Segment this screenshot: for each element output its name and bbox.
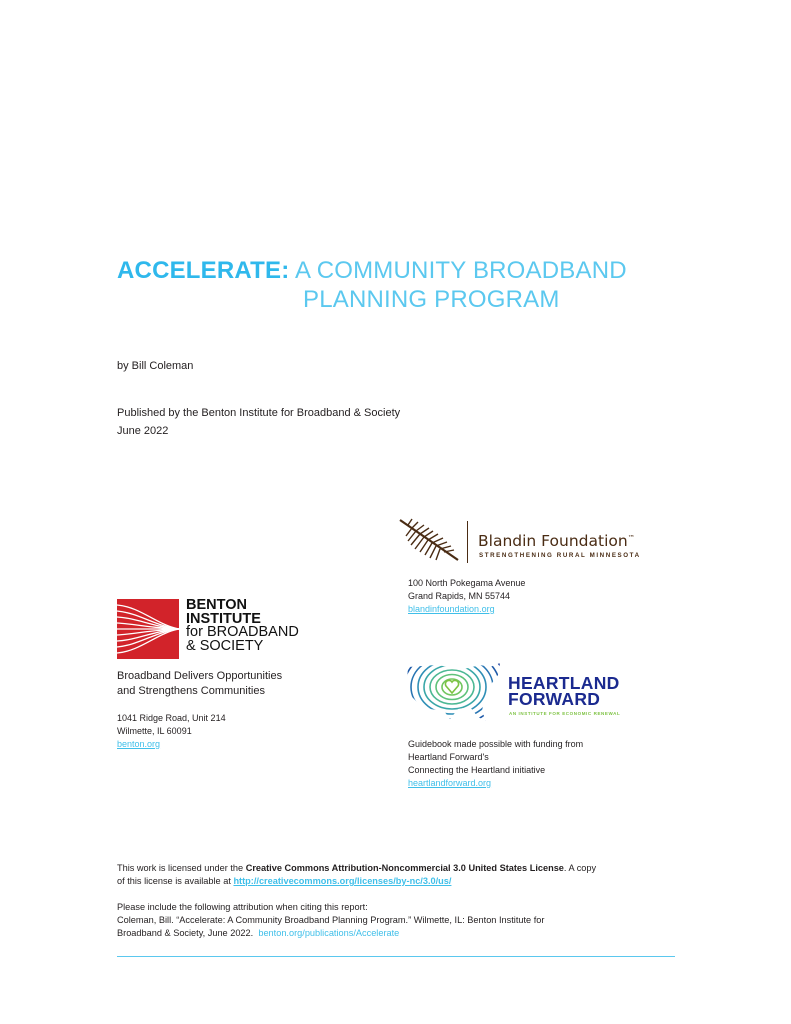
heartland-tagline: AN INSTITUTE FOR ECONOMIC RENEWAL bbox=[509, 711, 621, 716]
blandin-link[interactable]: blandinfoundation.org bbox=[408, 604, 495, 614]
publish-date: June 2022 bbox=[117, 425, 169, 437]
author: by Bill Coleman bbox=[117, 360, 194, 372]
benton-name bbox=[186, 599, 299, 653]
benton-name1: BENTON bbox=[186, 597, 247, 613]
heartland-name bbox=[508, 675, 620, 707]
benton-name4: & SOCIETY bbox=[186, 637, 264, 654]
heartland-link[interactable]: heartlandforward.org bbox=[408, 778, 492, 788]
heartland-text2: Heartland Forward's bbox=[408, 752, 489, 762]
heartland-name2: FORWARD bbox=[508, 689, 601, 709]
report-title bbox=[117, 256, 717, 314]
title-line1: A COMMUNITY BROADBAND bbox=[294, 257, 627, 284]
footer-rule bbox=[117, 956, 675, 957]
license-line1 bbox=[117, 862, 697, 875]
benton-name3: for BROADBAND bbox=[186, 624, 299, 640]
blandin-divider bbox=[467, 521, 468, 563]
heartland-name1: HEARTLAND bbox=[508, 673, 620, 693]
heartland-text1: Guidebook made possible with funding from bbox=[408, 739, 584, 749]
publisher-line: Published by the Benton Institute for Broadband & Society bbox=[117, 407, 401, 419]
benton-link[interactable]: benton.org bbox=[117, 739, 161, 749]
benton-tagline2: and Strengthens Communities bbox=[117, 685, 265, 697]
benton-address1: 1041 Ridge Road, Unit 214 bbox=[117, 713, 226, 723]
benton-logo-icon bbox=[117, 599, 179, 659]
license-prefix: This work is licensed under the bbox=[117, 863, 246, 873]
citation-line2-prefix: Broadband & Society, June 2022. bbox=[117, 928, 254, 938]
heartland-text3: Connecting the Heartland initiative bbox=[408, 765, 546, 775]
benton-tagline1: Broadband Delivers Opportunities bbox=[117, 670, 283, 682]
blandin-address1: 100 North Pokegama Avenue bbox=[408, 578, 526, 588]
citation-intro: Please include the following attribution when citing this report: bbox=[117, 902, 368, 912]
blandin-pine-icon bbox=[398, 516, 462, 564]
blandin-tm: ™ bbox=[627, 534, 635, 542]
heartland-map-icon bbox=[406, 661, 502, 723]
blandin-name bbox=[478, 529, 635, 550]
benton-address2: Wilmette, IL 60091 bbox=[117, 726, 192, 736]
license-line2 bbox=[117, 875, 451, 888]
citation-link[interactable]: benton.org/publications/Accelerate bbox=[258, 928, 400, 938]
citation-line1: Coleman, Bill. “Accelerate: A Community Broadband Planning Program.” Wilmette, IL: Benton Institute for bbox=[117, 915, 545, 925]
license-name[interactable]: Creative Commons Attribution-Noncommercial 3.0 United States License bbox=[245, 863, 564, 873]
citation-line2 bbox=[117, 927, 399, 940]
license-line2-prefix: of this license is available at bbox=[117, 876, 234, 886]
blandin-name-text: Blandin Foundation bbox=[478, 532, 628, 551]
benton-name2: INSTITUTE bbox=[186, 610, 261, 627]
blandin-address2: Grand Rapids, MN 55744 bbox=[408, 591, 511, 601]
license-link[interactable]: http://creativecommons.org/licenses/by-nc/3.0/us/ bbox=[233, 876, 452, 886]
title-bold: ACCELERATE: bbox=[117, 257, 290, 284]
title-line2: PLANNING PROGRAM bbox=[303, 286, 560, 313]
license-mid: . A copy bbox=[563, 863, 597, 873]
blandin-tagline: STRENGTHENING RURAL MINNESOTA bbox=[479, 552, 641, 559]
